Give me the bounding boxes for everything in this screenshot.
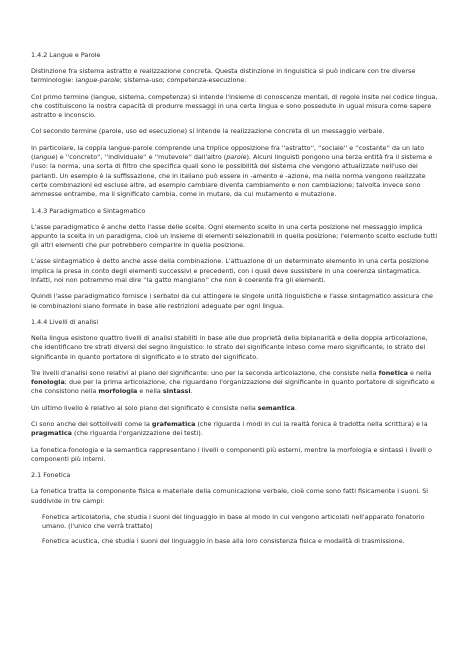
paragraph: In particolare, la coppia langue-parole comprende una triplice opposizione fra ''astratto'', ''sociale'' e ''costante'' da un lato (langue) e ''concreto'', ''individuale'' e ''mutevole'' dall'altro (parole). Alcuni linguisti pongono una terza entità fra il sistema e l'uso: la norma, una sorta di filtro che specifica quali sono le possibilità del sistema che vengono attualizzate nell'uso dei parlanti. Un esempio è la suffissazione, che in italiano può essere in -amento e -azione, ma nella norma vengono realizzate certe combinazioni ed escluse altre, ad esempio cambiare diventa cambiamento e non cambiazione; talvolta invece sono ammesse entrambe, ma il significato cambia, come in mutare, da cui mutamento e mutazione. (31, 143, 433, 199)
section-heading: 1.4.3 Paradigmatico e Sintagmatico (31, 206, 146, 215)
paragraph: La fonetica tratta la componente fisica e materiale della comunicazione verbale, cioè come sono fatti fisicamente i suoni. Si suddivide in tre campi: (31, 487, 429, 505)
paragraph: Distinzione fra sistema astratto e realizzazione concreta. Questa distinzione in linguistica si può indicare con tre diverse terminologie: langue-parole; sistema-uso; competenza-esecuzione. (31, 67, 416, 85)
paragraph: L'asse sintagmatico è detto anche asse della combinazione. L'attuazione di un determinato elemento in una certa posizione implica la presa in conto degli elementi successivi e precedenti, con i quali deve sussistere in una coerenza sintagmatica. Infatti, noi non potremmo mai dire ''la gatto mangiano'' che non è coerente fra gli elementi. (31, 257, 429, 285)
paragraph: La fonetica-fonologia e la semantica rappresentano i livelli o componenti più esterni, mentre la morfologia e sintassi i livelli o componenti più interni. (31, 445, 432, 463)
paragraph: Col secondo termine (parole, uso ed esecuzione) si intende la realizzazione concreta di un messaggio verbale. (31, 127, 385, 136)
paragraph: Un ultimo livello è relativo al solo piano del significato e consiste nella semantica. (31, 403, 297, 412)
section-heading: 2.1 Fonetica (31, 471, 71, 480)
paragraph: L'asse paradigmatico è anche detto l'asse delle scelte. Ogni elemento scelto in una certa posizione nel messaggio implica appunto la scelta in un paradigma, cioè un insieme di elementi selezionabili in quella posizione; l'elemento scelto esclude tutti gli altri elementi che pur potrebbero comparire in quella posizione. (31, 222, 438, 250)
list-item: Fonetica acustica, che studia i suoni del linguaggio in base alla loro consistenza fisica e modalità di trasmissione. (42, 537, 405, 546)
section-heading: 1.4.2 Langue e Parole (31, 51, 101, 59)
list-item: Fonetica articolatoria, che studia i suoni del linguaggio in base al modo in cui vengono articolati nell'apparato fonatorio umano. (l'unico che verrà trattato) (42, 512, 425, 531)
section-heading: 1.4.4 Livelli di analisi (31, 317, 99, 326)
paragraph: Tre livelli d'analisi sono relativi al piano del significante: uno per la seconda articolazione, che consiste nella fonetica e nella fonologia; due per la prima articolazione, che riguardano l'organizzazione del significante in quanto portatore di significato e che consistono nella morfologia e nella sintassi. (31, 368, 435, 396)
paragraph: Col primo termine (langue, sistema, competenza) si intende l'insieme di conoscenze mentali, di regole insite nel codice lingua, che costituiscono la nostra capacità di produrre messaggi in una certa lingua e sono possedute in ugual misura come sapere astratto e inconscio. (31, 92, 438, 120)
paragraph: Ci sono anche dei sottolivelli come la grafematica (che riguarda i modi in cui la realtà fonica è tradotta nella scrittura) e la pragmatica (che riguarda l'organizzazione dei testi). (31, 420, 428, 438)
paragraph: Quindi l'asse paradigmatico fornisce i serbatoi da cui attingere le singole unità linguistiche e l'asse sintagmatico assicura che le combinazioni siano formate in base alle restrizioni adeguate per ogni lingua. (31, 292, 433, 310)
paragraph: Nella lingua esistono quattro livelli di analisi stabiliti in base alle due proprietà della biplanarità e della doppia articolazione, che identificano tre strati diversi del segno linguistico: lo strato del significante inteso come mero significante, lo strato del significante in quanto portatore di significato e lo strato del significato. (31, 333, 428, 361)
